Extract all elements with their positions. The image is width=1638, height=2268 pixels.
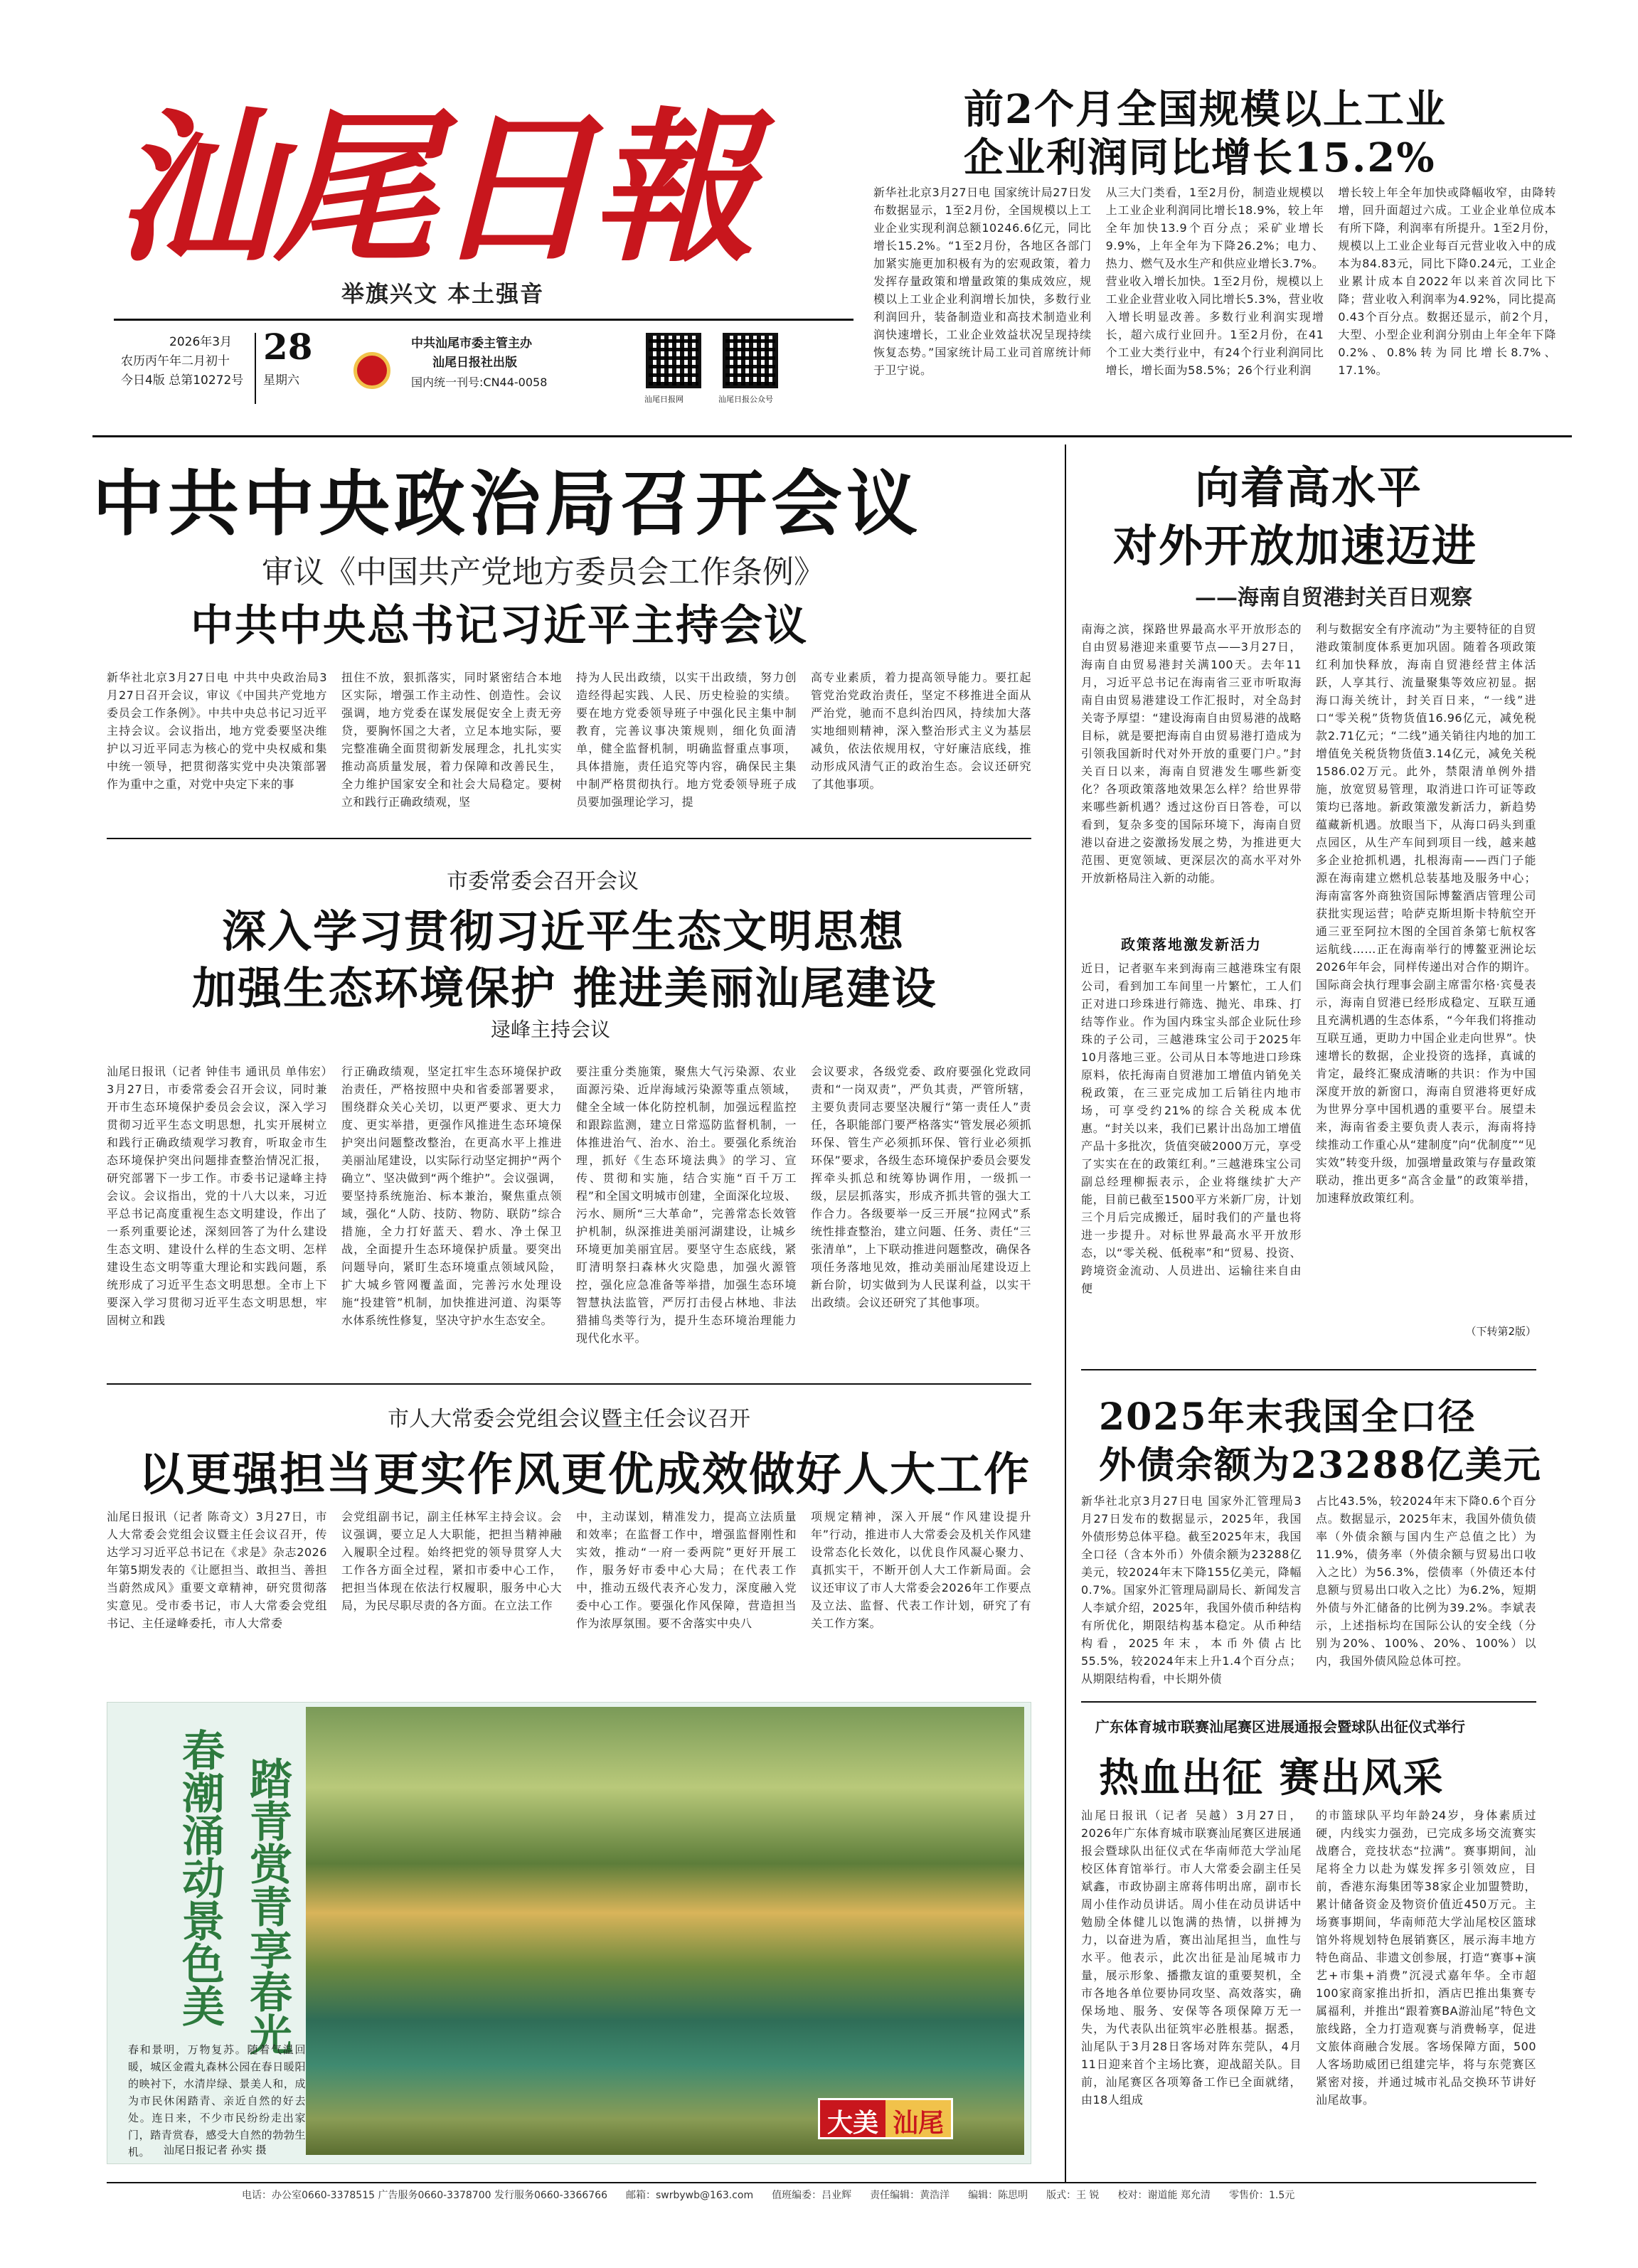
main-col-4: 高专业素质，着力提高领导能力。要扛起管党治党政治责任，坚定不移推进全面从严治党，驰而不息纠治四风，持续加大落实地细则精神，深入整治形式主义为基层减负，依法依规用权，守好廉洁底线，推动形成风清气正的政治生态。会议还研究了其他事项。: [811, 671, 1031, 791]
sponsor-block: [411, 334, 547, 392]
eco-headline-1: 深入学习贯彻习近平生态文明思想: [222, 905, 905, 957]
right-column-divider: [1065, 444, 1066, 2183]
qr-label-website: 汕尾日报网: [644, 395, 684, 404]
masthead-logo: 汕尾日報: [114, 92, 751, 284]
footer-duty-editor: 值班编委：吕业辉: [772, 2190, 852, 2201]
issue-number: 今日4版 总第10272号: [121, 373, 244, 388]
footer-designer: 版式：王 锐: [1046, 2190, 1100, 2201]
footer-proofreader: 校对：谢道能 郑允清: [1117, 2190, 1211, 2201]
eco-headline-2: 加强生态环境保护 推进美丽汕尾建设: [192, 962, 937, 1014]
spring-park-photo: [306, 1707, 1024, 2155]
top-story-col-2: 从三大门类看，1至2月份，制造业规模以上工业企业利润同比增长18.9%，较上年全年加快13.9个百分点；采矿业增长9.9%，上年全年为下降26.2%；电力、热力、燃气及水生产和供应业增长3.7%。营业收入增长加快。1至2月份，规模以上工业企业营业收入同比增长5.3%，营业收入增长明显改善。多数行业利润实现增长，超六成行业回升。1至2月份，在41个工业大类行业中，有24个行业利润同比增长，增长面为58.5%；26个行业利润: [1105, 186, 1324, 377]
photo-title-1: 春潮涌动景色美: [175, 1728, 225, 2027]
hainan-headline-2: 对外开放加速迈进: [1113, 520, 1478, 572]
main-col-3: 持为人民出政绩，以实干出政绩，努力创造经得起实践、人民、历史检验的实绩。要在地方党委领导班子中强化民主集中制教育，完善议事决策规则，细化负面清单，健全监督机制，明确监督重点事项，具体措施，责任追究等内容，确保民主集中制严格贯彻执行。地方党委领导班子成员要加强理论学习，提: [576, 671, 797, 809]
main-col-1: 新华社北京3月27日电 中共中央政治局3月27日召开会议，审议《中国共产党地方委员会工作条例》。中共中央总书记习近平主持会议。会议指出，地方党委要坚决维护以习近平同志为核心的党中央权威和集中统一领导，把贯彻落实党中央决策部署作为重中之重，对党中央定下来的事: [107, 671, 327, 791]
weekday: 星期六: [263, 373, 299, 388]
top-rule: [92, 435, 1572, 437]
top-story-headline-2: 企业利润同比增长15.2%: [964, 134, 1436, 181]
masthead-date-block: [121, 333, 363, 411]
rule-main-eco: [107, 838, 1031, 839]
photo-credit: 汕尾日报记者 孙实 摄: [164, 2144, 267, 2156]
hainan-left-column: [1081, 620, 1302, 1338]
main-headline: 中共中央政治局召开会议: [92, 462, 922, 545]
npc-col-4: 项规定精神，深入开展“作风建设提升年”行动，推进市人大常委会及机关作风建设常态化长效化，以优良作风凝心聚力、真抓实干，不断开创人大工作新局面。会议还审议了市人大常委会2026年工作要点及立法、监督、代表工作计划，研究了有关工作方案。: [811, 1510, 1031, 1630]
main-subhead-2: 中共中央总书记习近平主持会议: [191, 601, 808, 651]
sports-headline: 热血出征 赛出风采: [1099, 1755, 1445, 1801]
debt-col-1: 新华社北京3月27日电 国家外汇管理局3月27日发布的数据显示，2025年，我国外债形势总体平稳。截至2025年末，我国全口径（含本外币）外债余额为23288亿美元，较2024年末下降155亿美元，降幅0.7%。国家外汇管理局副局长、新闻发言人李斌介绍，2025年，我国外债币种结构有所优化，期限结构基本稳定。从币种结构看，2025年末，本币外债占比55.5%，较2024年末上升1.4个百分点；从期限结构看，中长期外债: [1081, 1494, 1302, 1686]
hainan-continued: （下转第2版）: [1465, 1325, 1536, 1338]
footer-price: 零售价：1.5元: [1229, 2190, 1295, 2201]
qr-code-website[interactable]: [646, 333, 701, 388]
npc-col-1: 汕尾日报讯（记者 陈奇文）3月27日，市人大常委会党组会议暨主任会议召开，传达学习习近平总书记在《求是》杂志2026年第5期发表的《让愿担当、敢担当、善担当蔚然成风》重要文章精神，研究贯彻落实意见。受市委书记，市人大常委会党组书记、主任逯峰委托，市人大常委: [107, 1510, 327, 1630]
date-line: 2026年3月: [169, 335, 233, 349]
top-story-col-1: 新华社北京3月27日电 国家统计局27日发布数据显示，1至2月份，全国规模以上工业企业实现利润总额10246.6亿元，同比增长15.2%。“1至2月份，各地区各部门加紧实施更加积极有为的宏观政策，着力发挥存量政策和增量政策的集成效应，规模以上工业企业利润增长加快，多数行业利润回升，装备制造业和高技术制造业利润快速增长，工业企业效益状况呈现持续恢复态势。”国家统计局工业司首席统计师于卫宁说。: [873, 186, 1092, 377]
debt-col-2: 占比43.5%，较2024年末下降0.6个百分点。数据显示，2025年末，我国外债负债率（外债余额与国内生产总值之比）为11.9%，债务率（外债余额与贸易出口收入之比）为56.3%，偿债率（外债还本付息额与贸易出口收入之比）为6.2%，短期外债与外汇储备的比例为39.2%。李斌表示，上述指标均在国际公认的安全线（分别为20%、100%、20%、100%）以内，我国外债风险总体可控。: [1316, 1494, 1536, 1668]
eco-col-2: 行正确政绩观，坚定扛牢生态环境保护政治责任，严格按照中央和省委部署要求，围绕群众关心关切，以更严要求、更大力度、更实举措，更强作风推进生态环境保护突出问题整改整治，在更高水平上推进美丽汕尾建设，以实际行动坚定拥护“两个确立”、坚决做到“两个维护”。会议强调，要坚持系统施治、标本兼治，聚焦重点领域，强化“人防、技防、物防、联防”综合措施，全力打好蓝天、碧水、净土保卫战，全面提升生态环境保护质量。要突出问题导向，紧盯生态环境重点领域风险，扩大城乡管网覆盖面，完善污水处理设施“投建管”机制，加快推进河道、沟渠等水体系统性修复，坚决守护水生态安全。: [341, 1065, 562, 1327]
eco-kicker: 市委常委会召开会议: [447, 869, 639, 894]
qr-code-wechat[interactable]: [723, 333, 778, 388]
footer-phone: 电话：办公室0660-3378515 广告服务0660-3378700 发行服务0660-3366766: [242, 2190, 607, 2201]
da-mei-badge: [818, 2098, 953, 2139]
main-story-body: [107, 669, 1031, 818]
eco-story-body: [107, 1063, 1031, 1368]
lunar-date: 农历丙午年二月初十: [121, 354, 230, 368]
npc-col-3: 中，主动谋划，精准发力，提高立法质量和效率；在监督工作中，增强监督刚性和实效，推动“一府一委两院”更好开展工作，服务好市委中心大局；在代表工作中，推动五级代表齐心发力，深度融入党委中心工作。要强化作风保障，营造担当作为浓厚氛围。要不舍落实中央八: [576, 1510, 797, 1630]
debt-headline-2: 外债余额为23288亿美元: [1099, 1444, 1542, 1487]
hainan-section-title: 政策落地激发新活力: [1121, 936, 1262, 953]
eco-col-3: 要注重分类施策，聚焦大气污染源、农业面源污染、近岸海域污染源等重点领域，健全全域一体化防控机制，加强远程监控和跟踪监测，建立日常巡防监督机制，一体推进治气、治水、治土。要强化系统治理，抓好《生态环境法典》的学习、宣传、贯彻和实施，结合实施“百千万工程”和全国文明城市创建，全面深化垃圾、污水、厕所“三大革命”，完善常态长效管护机制，纵深推进美丽河湖建设，让城乡环境更加美丽宜居。要坚守生态底线，紧盯清明祭扫森林火灾隐患，加强火源管控，强化应急准备等举措，加强生态环境智慧执法监管，严厉打击侵占林地、非法猎捕鸟类等行为，提升生态环境治理能力现代化水平。: [576, 1065, 797, 1345]
npc-headline: 以更强担当更实作风更优成效做好人大工作: [139, 1448, 1031, 1501]
footer-copy-editor: 编辑：陈思明: [968, 2190, 1028, 2201]
hainan-col-1b: 近日，记者驱车来到海南三越港珠宝有限公司，看到加工车间里一片繁忙，工人们正对进口珍珠进行筛选、抛光、串珠、打结等作业。作为国内珠宝头部企业阮仕珍珠的子公司，三越港珠宝公司于2025年10月落地三亚。公司从日本等地进口珍珠原料，依托海南自贸港加工增值内销免关税政策，在三亚完成加工后销往内地市场，可享受约21%的综合关税成本优惠。“封关以来，我们已累计出岛加工增值产品十多批次，货值突破2000万元，享受了实实在在的政策红利。”三越港珠宝公司副总经理柳振表示，企业将继续扩大产能，目前已截至1500平方米新厂房，计划三个月后完成搬迁，届时我们的产量也将进一步提升。对标世界最高水平开放形态，以“零关税、低税率”和“贸易、投资、跨境资金流动、人员进出、运输往来自由便: [1081, 962, 1302, 1295]
qr-label-wechat: 汕尾日报公众号: [718, 395, 773, 404]
rule-debt-sports: [1081, 1701, 1536, 1703]
date-divider: [255, 333, 256, 404]
eco-col-1: 汕尾日报讯（记者 钟佳韦 通讯员 单伟宏）3月27日，市委常委会召开会议，同时兼开市生态环境保护委员会会议，深入学习贯彻习近平生态文明思想，扎实开展树立和践行正确政绩观学习教育，听取金市生态环境保护突出问题排查整治情况汇报，研究部署下一步工作。市委书记逯峰主持会议。会议指出，党的十八大以来，习近平总书记高度重视生态文明建设，作出了一系列重要论述，深刻回答了为什么建设生态文明、建设什么样的生态文明、怎样建设生态文明等重大理论和实践问题，系统形成了习近平生态文明思想。全市上下要深入学习贯彻习近平生态文明思想，牢固树立和践: [107, 1065, 327, 1327]
masthead-slogan: 举旗兴文 本土强音: [341, 280, 545, 307]
photo-title-2: 踏青赏青享春光: [243, 1757, 292, 2055]
badge-part-2: 汕尾: [886, 2100, 951, 2137]
hainan-subhead: ——海南自贸港封关百日观察: [1195, 585, 1472, 610]
main-col-2: 扭住不放，狠抓落实，同时紧密结合本地区实际，增强工作主动性、创造性。会议强调，地方党委在谋发展促安全上责无旁贷，要胸怀国之大者，立足本地实际，要完整准确全面贯彻新发展理念，扎扎实实推动高质量发展，着力保障和改善民生，全力维护国家安全和社会大局稳定。要树立和践行正确政绩观，坚: [341, 671, 562, 809]
hainan-right-column: [1316, 620, 1536, 1338]
npc-kicker: 市人大常委会党组会议暨主任会议召开: [388, 1407, 750, 1432]
footer-rule: [107, 2182, 1536, 2183]
party-emblem: [353, 352, 390, 389]
sports-col-1: 汕尾日报讯（记者 吴越）3月27日，2026年广东体育城市联赛汕尾赛区进展通报会暨球队出征仪式在华南师范大学汕尾校区体育馆举行。市人大常委会副主任吴斌鑫，市政协副主席蒋伟明出席，副市长周小佳作动员讲话。周小佳在动员讲话中勉励全体健儿以饱满的热情，以拼搏为力，以奋进为盾，赛出汕尾担当，血性与水平。他表示，此次出征是汕尾城市力量，展示形象、播撒友谊的重要契机，全市各地各单位要协同攻坚、高效落实，确保场地、服务、安保等各项保障万无一失，为代表队出征筑牢必胜根基。据悉，汕尾队于3月28日客场对阵东莞队，4月11日迎来首个主场比赛，迎战韶关队。目前，汕尾赛区各项筹备工作已全面就绪，由18人组成: [1081, 1809, 1302, 2107]
eco-col-4: 会议要求，各级党委、政府要强化党政同责和“一岗双责”，严负其责，严管所辖，主要负责同志要坚决履行“第一责任人”责任，各职能部门要严格落实“管发展必须抓环保、管生产必须抓环保、管行业必须抓环保”要求，各级生态环境保护委员会要发挥牵头抓总和统筹协调作用，一级抓一级，层层抓落实，形成齐抓共管的强大工作合力。各级要举一反三开展“拉网式”系统性排查整治，建立问题、任务、责任“三张清单”，上下联动推进问题整改，确保各项任务落地见效，推动美丽汕尾建设迈上新台阶，切实做到为人民谋利益，以实干出政绩。会议还研究了其他事项。: [811, 1065, 1031, 1309]
rule-eco-npc: [107, 1383, 1031, 1385]
photo-caption: 春和景明，万物复苏。随着气温回暖，城区金霞丸森林公园在春日暖阳的映衬下，水清岸绿、景美人和，成为市民休闲踏青、亲近自然的好去处。连日来，不少市民纷纷走出家门，踏青赏春，感受大自然的勃勃生机。: [128, 2043, 306, 2158]
debt-body: [1081, 1492, 1536, 1684]
hainan-col-1: 南海之滨，探路世界最高水平开放形态的自由贸易港迎来重要节点——3月27日，海南自由贸易港封关满100天。去年11月，习近平总书记在海南省三亚市听取海南自由贸易港建设工作汇报时，对全岛封关寄予厚望：“建设海南自由贸易港的战略目标，就是要把海南自由贸易港打造成为引领我国新时代对外开放的重要门户。”封关百日以来，海南自贸港发生哪些新变化？各项政策落地效果怎么样？给世界带来哪些新机遇？透过这份百日答卷，可以看到，复杂多变的国际环境下，海南自贸港以奋进之姿激扬发展之势，为推进更大范围、更宽领域、更深层次的高水平对外开放新格局注入新的动能。: [1081, 622, 1302, 885]
badge-part-1: 大美: [820, 2100, 886, 2137]
day-number: 28: [263, 326, 313, 368]
sponsor-line-1: 中共汕尾市委主管主办: [411, 336, 532, 351]
cn-number: 国内统一刊号:CN44-0058: [411, 376, 548, 389]
main-subhead-1: 审议《中国共产党地方委员会工作条例》: [262, 554, 825, 590]
sports-kicker: 广东体育城市联赛汕尾赛区进展通报会暨球队出征仪式举行: [1095, 1718, 1465, 1735]
footer: [242, 2188, 1543, 2202]
npc-col-2: 会党组副书记，副主任林军主持会议。会议强调，要立足人大职能，把担当精神融入履职全过程。始终把党的领导贯穿人大工作各方面全过程，紧扣市委中心工作，把担当体现在依法行权履职，服务中心大局，为民尽职尽责的各方面。在立法工作: [341, 1510, 562, 1612]
top-story-headline-1: 前2个月全国规模以上工业: [964, 86, 1447, 133]
hainan-headline-1: 向着高水平: [1195, 462, 1423, 513]
footer-editor: 责任编辑：黄浩洋: [870, 2190, 950, 2201]
npc-story-body: [107, 1508, 1031, 1689]
sports-body: [1081, 1806, 1536, 2162]
footer-email: 邮箱：swrbywb@163.com: [626, 2190, 754, 2201]
rule-hainan-debt: [1081, 1369, 1536, 1370]
masthead-rule: [114, 319, 853, 321]
top-story-col-3: 增长较上年全年加快或降幅收窄，由降转增，回升面超过六成。工业企业单位成本有所下降，利润率有所提升。1至2月份，规模以上工业企业每百元营业收入中的成本为84.83元，同比下降0.24元，工业企业累计成本自2022年以来首次同比下降；营业收入利润率为4.92%，同比提高0.43个百分点。数据还显示，前2个月，大型、小型企业利润分别由上年全年下降0.2%、0.8%转为同比增长8.7%、17.1%。: [1338, 186, 1557, 377]
top-story-body: [873, 183, 1556, 440]
eco-byline: 逯峰主持会议: [491, 1018, 611, 1041]
debt-headline-1: 2025年末我国全口径: [1099, 1395, 1477, 1439]
sponsor-line-2: 汕尾日报社出版: [432, 356, 517, 370]
sports-col-2: 的市篮球队平均年龄24岁，身体素质过硬，内线实力强劲，已完成多场交流赛实战磨合，竞技状态“拉满”。赛事期间，汕尾将全力以赴为媒发挥多引领效应，目前，香港东海集团等38家企业加盟赞助，累计储备资金及物资价值近450万元。主场赛事期间，华南师范大学汕尾校区篮球馆外将规划特色展销赛区，展示海丰地方特色商品、非遗文创参展，打造“赛事+演艺+市集+消费”沉浸式嘉年华。全市超100家商家推出折扣，酒店巴推出集赛专属福利，并推出“跟着赛BA游汕尾”特色文旅线路，全力打造观赛与消费畅享，促进文旅体商融合发展。客场保障方面，500人客场助威团已组建完毕，将与东莞赛区紧密对接，并通过城市礼品交换环节讲好汕尾故事。: [1316, 1809, 1536, 2107]
hainan-body: [1081, 620, 1536, 1338]
hainan-col-2: 利与数据安全有序流动”为主要特征的自贸港政策制度体系更加巩固。随着各项政策红利加快释放，海南自贸港经营主体活跃，人享其行、流量聚集等效应初显。据海口海关统计，封关百日来，“一线”进口“零关税”货物货值16.96亿元，减免税款2.71亿元；“二线”通关销往内地的加工增值免关税货物货值3.14亿元，减免关税1586.02万元。此外，禁限清单例外措施，放宽贸易管理，取消进口许可证等政策均已落地。新政策激发新活力，新趋势蕴藏新机遇。放眼当下，从海口码头到重点园区，从生产车间到项目一线，越来越多企业抢抓机遇，扎根海南——西门子能源在海南建立燃机总装基地及服务中心；海南富客外商独资国际博鳌酒店管理公司获批实现运营；哈萨克斯坦斯卡特航空开通三亚至阿拉木图的全国首条第七航权客运航线……正在海南举行的博鳌亚洲论坛2026年年会，同样传递出对合作的期许。国际商会执行理事会副主席雷尔格·宾曼表示，海南自贸港已经形成稳定、互联互通且充满机遇的生态体系，“今年我们将推动互联互通，更助力中国企业走向世界”。快速增长的数据，企业投资的选择，真诚的肯定，最终汇聚成清晰的共识：作为中国深度开放的新窗口，海南自贸港将更好成为世界分享中国机遇的重要平台。展望未来，海南省委主要负责人表示，海南将持续推动工作重心从“建制度”向“优制度”“见实效”转变升级，加强增量政策与存量政策联动，推出更多“高含金量”的政策举措，加速释放政策红利。: [1316, 622, 1536, 1205]
